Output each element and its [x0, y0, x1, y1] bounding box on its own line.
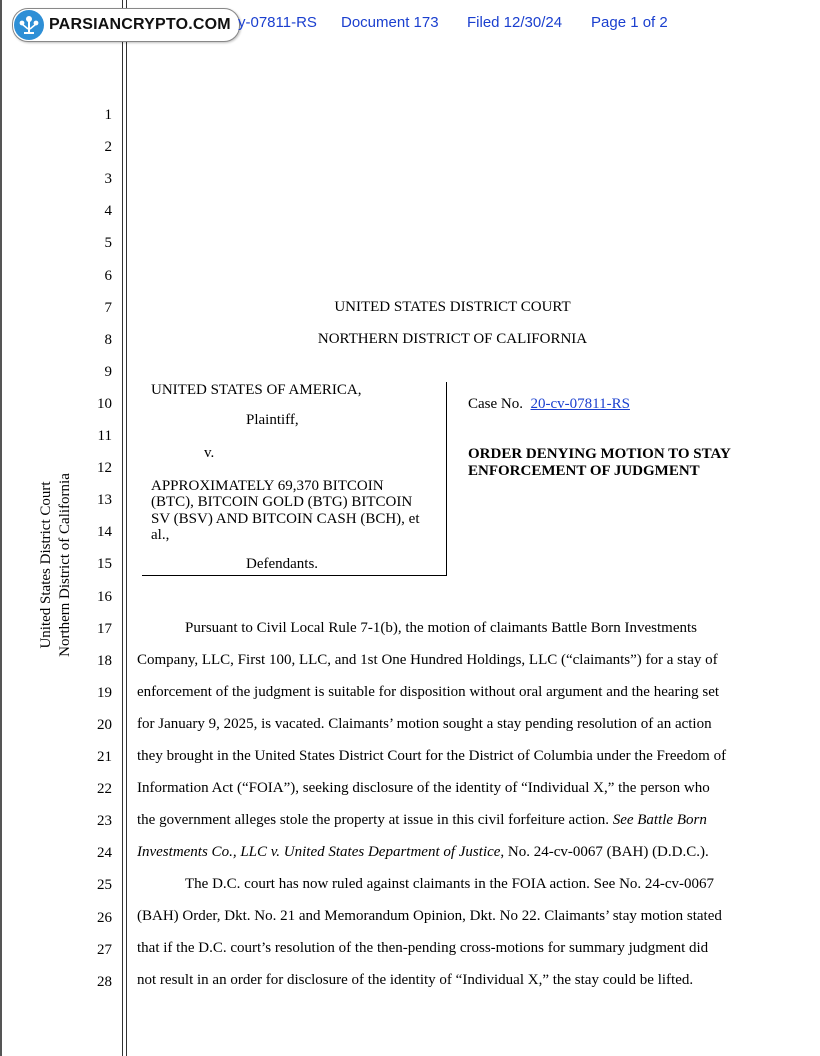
- line-number: 11: [97, 428, 112, 444]
- line-number: 15: [97, 556, 112, 573]
- case-label: Case No.: [468, 396, 523, 412]
- line-number: 27: [97, 941, 112, 958]
- line-number: 5: [104, 235, 112, 252]
- line-number: 26: [97, 909, 112, 926]
- line-number: 4: [104, 203, 112, 220]
- para1-line4: for January 9, 2025, is vacated. Claimants’ motion sought a stay pending resolution of an action: [137, 716, 712, 732]
- caption-divider-horizontal: [142, 575, 447, 576]
- margin-rule-left: [122, 0, 123, 1056]
- para2-line4: not result in an order for disclosure of the identity of “Individual X,” the stay could be lifted.: [137, 972, 694, 988]
- line-number: 10: [97, 395, 112, 412]
- line-number: 19: [97, 684, 112, 701]
- para1-line1: Pursuant to Civil Local Rule 7-1(b), the motion of claimants Battle Born Investments: [185, 620, 697, 636]
- case-number-line: [468, 396, 630, 413]
- logo-text: PARSIANCRYPTO.COM: [49, 16, 231, 33]
- para1-line8: [137, 844, 709, 861]
- line-number: 17: [97, 620, 112, 637]
- citation-case-name: Investments Co., LLC v. United States Department of Justice: [137, 844, 501, 860]
- line-number: 22: [97, 781, 112, 798]
- line-number: 8: [104, 331, 112, 348]
- page-left-edge: [0, 0, 2, 1056]
- para1-line5: they brought in the United States District Court for the District of Columbia under the Freedom of: [137, 748, 727, 764]
- logo-tree-icon: [14, 10, 44, 40]
- header-page-count: Page 1 of 2: [591, 14, 668, 31]
- para1-line7: [137, 812, 707, 829]
- line-number: 1: [104, 107, 112, 123]
- para1-line7-text: the government alleges stole the property at issue in this civil forfeiture action.: [137, 812, 613, 828]
- defendant-line-3: SV (BSV) AND BITCOIN CASH (BCH), et: [151, 511, 420, 527]
- line-number: 12: [97, 460, 112, 477]
- para1-line2: Company, LLC, First 100, LLC, and 1st One Hundred Holdings, LLC (“claimants”) for a stay of: [137, 652, 718, 668]
- order-title-line1: ORDER DENYING MOTION TO STAY: [468, 446, 731, 462]
- defendant-line-1: APPROXIMATELY 69,370 BITCOIN: [151, 478, 384, 494]
- para1-line6: Information Act (“FOIA”), seeking disclosure of the identity of “Individual X,” the person who: [137, 780, 710, 796]
- line-number: 7: [104, 299, 112, 316]
- versus: v.: [204, 445, 215, 461]
- defendant-role: Defendants.: [246, 556, 319, 572]
- line-number: 21: [97, 749, 112, 765]
- citation-docket: , No. 24-cv-0067 (BAH) (D.D.C.).: [500, 844, 709, 860]
- plaintiff-name: UNITED STATES OF AMERICA,: [151, 382, 362, 398]
- defendant-line-2: (BTC), BITCOIN GOLD (BTG) BITCOIN: [151, 494, 413, 510]
- line-number: 18: [97, 652, 112, 669]
- line-number: 13: [97, 492, 112, 509]
- citation-start: See Battle Born: [612, 812, 707, 828]
- order-title-line2: ENFORCEMENT OF JUDGMENT: [468, 463, 700, 479]
- line-number: 24: [97, 845, 112, 862]
- para2-line3: that if the D.C. court’s resolution of the then-pending cross-motions for summary judgment did: [137, 940, 709, 956]
- side-label-line2: Northern District of California: [57, 473, 73, 657]
- header-case-number: y-07811-RS: [238, 14, 317, 31]
- line-number: 9: [104, 363, 112, 380]
- case-number-link[interactable]: 20-cv-07811-RS: [530, 396, 630, 412]
- line-number: 6: [104, 267, 112, 284]
- defendant-line-4: al.,: [151, 527, 170, 543]
- line-number: 28: [97, 973, 112, 990]
- plaintiff-role: Plaintiff,: [246, 412, 299, 428]
- para2-line1: The D.C. court has now ruled against claimants in the FOIA action. See No. 24-cv-0067: [185, 876, 715, 892]
- court-name: UNITED STATES DISTRICT COURT: [334, 299, 571, 315]
- margin-rule-right: [126, 0, 127, 1056]
- side-label-line1: United States District Court: [38, 481, 54, 649]
- line-number: 3: [104, 171, 112, 188]
- line-number: 14: [97, 524, 112, 541]
- para2-line2: (BAH) Order, Dkt. No. 21 and Memorandum Opinion, Dkt. No 22. Claimants’ stay motion stated: [137, 908, 722, 924]
- header-document-number: Document 173: [341, 14, 439, 31]
- header-filed-date: Filed 12/30/24: [467, 14, 563, 31]
- court-district: NORTHERN DISTRICT OF CALIFORNIA: [317, 331, 588, 347]
- line-number: 20: [97, 716, 112, 733]
- caption-divider-vertical: [446, 382, 447, 576]
- para1-line3: enforcement of the judgment is suitable for disposition without oral argument and the hearing set: [137, 684, 720, 700]
- line-number: 16: [97, 588, 112, 605]
- line-number: 25: [97, 877, 112, 894]
- line-number: 23: [97, 813, 112, 830]
- parsiancrypto-logo[interactable]: [12, 8, 240, 42]
- line-number: 2: [104, 139, 112, 156]
